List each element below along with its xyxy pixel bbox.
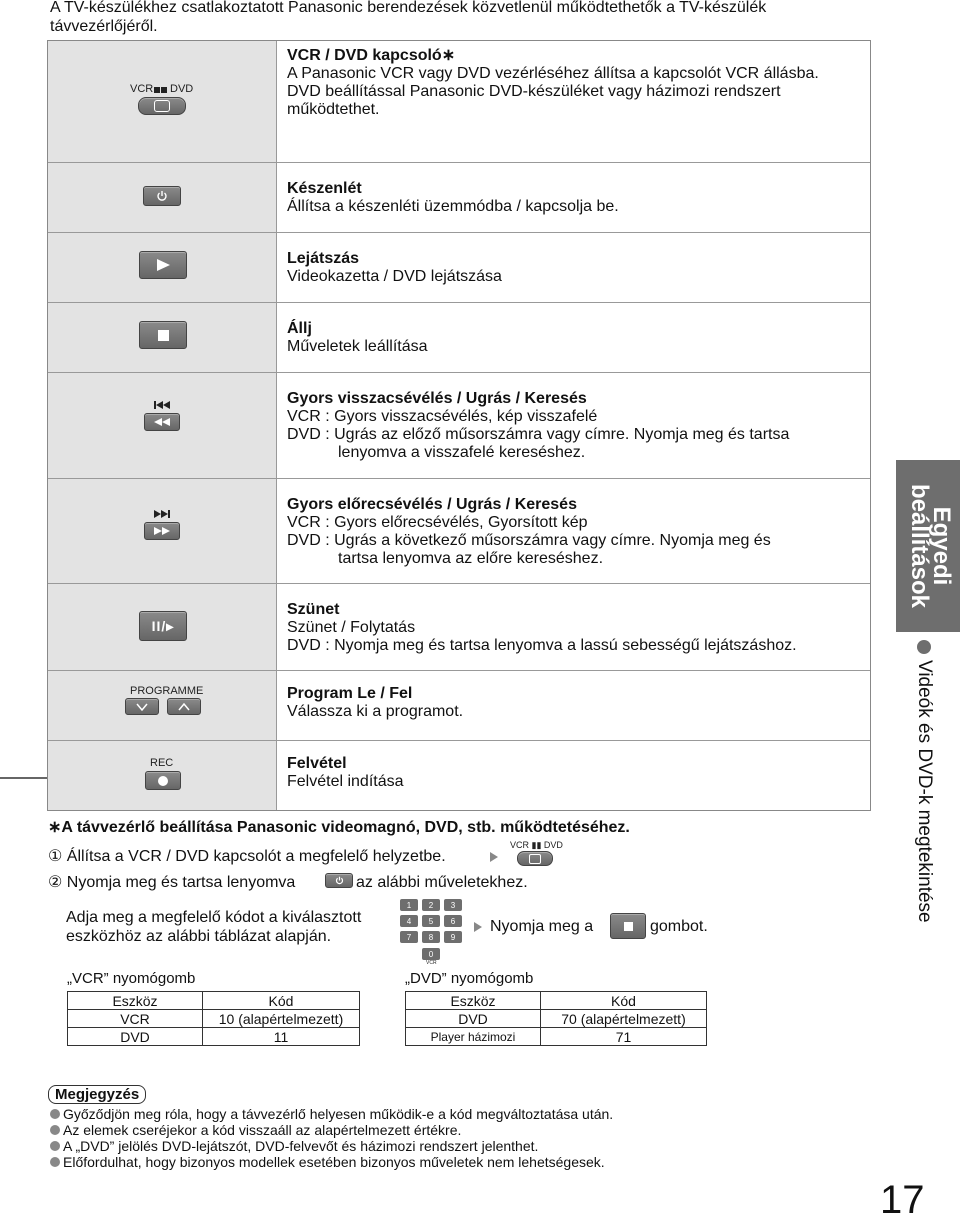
notes-list <box>50 1106 613 1170</box>
page-number: 17 <box>880 1178 925 1222</box>
vcr-dvd-switch-icon[interactable] <box>138 97 186 115</box>
notes-title: Megjegyzés <box>48 1085 146 1104</box>
play-icon[interactable] <box>139 251 187 279</box>
table-row: Gyors előrecsévélés / Ugrás / Keresés VCR : Gyors előrecsévélés, Gyorsított kép DVD : Ugrás a következő műsorszámra vagy címre. Nyomja meg és tartsa lenyomva az előre kereséshez. <box>48 478 870 583</box>
table-row: VCR DVD VCR / DVD kapcsoló∗ A Panasonic VCR vagy DVD vezérléséhez állítsa a kapcsolót VCR állásba. DVD beállítással Panasonic DVD-készüléket vagy házimozi rendszert működtethet. <box>48 41 870 162</box>
programme-label: PROGRAMME <box>130 685 204 697</box>
key-9: 9 <box>444 931 462 943</box>
vcr-label: VCR <box>130 83 154 95</box>
fast-forward-icon[interactable] <box>144 522 180 540</box>
key-5: 5 <box>422 915 440 927</box>
divider <box>0 777 47 779</box>
key-1: 1 <box>400 899 418 911</box>
table-row: II/▸ Szünet Szünet / Folytatás DVD : Nyomja meg és tartsa lenyomva a lassú sebességű lejátszáshoz. <box>48 583 870 670</box>
row-title: VCR / DVD kapcsoló∗ <box>287 47 456 64</box>
key-0: 0 <box>422 948 440 960</box>
key-3: 3 <box>444 899 462 911</box>
section-tab-label: Egyedi beállítások <box>906 483 955 609</box>
stop-icon[interactable] <box>139 321 187 349</box>
power-icon[interactable] <box>143 186 181 206</box>
list-item: Az elemek cseréjekor a kód visszaáll az alapértelmezett értékre. <box>50 1122 613 1138</box>
table-row: Állj Műveletek leállítása <box>48 302 870 372</box>
table-row: REC Felvétel Felvétel indítása <box>48 740 870 810</box>
bullet-icon <box>917 640 931 654</box>
table-row: VCR 10 (alapértelmezett) <box>68 1010 360 1028</box>
key-6: 6 <box>444 915 462 927</box>
setup-step-2b: az alábbi műveletekhez. <box>356 874 528 891</box>
arrow-icon <box>474 922 482 932</box>
table-row: PROGRAMME Program Le / Fel Válassza ki a programot. <box>48 670 870 740</box>
list-item: Előfordulhat, hogy bizonyos modellek esetében bizonyos műveletek nem lehetségesek. <box>50 1154 613 1170</box>
vcr-table-caption: „VCR” nyomógomb <box>67 970 196 987</box>
vcr-dvd-label: VCR ▮▮ DVD <box>510 840 563 850</box>
dvd-table-caption: „DVD” nyomógomb <box>405 970 534 987</box>
rec-label: REC <box>150 757 174 769</box>
section-subtitle: Videók és DVD-k megtekintése <box>900 640 960 970</box>
record-icon[interactable] <box>145 771 181 790</box>
press-text: Nyomja meg a <box>490 918 594 935</box>
intro-text: A TV-készülékhez csatlakoztatott Panasonic berendezések közvetlenül működtethetők a TV-készülék távvezérlőjéről. <box>50 0 767 35</box>
key-7: 7 <box>400 931 418 943</box>
table-row: Lejátszás Videokazetta / DVD lejátszása <box>48 232 870 302</box>
setup-heading: ∗A távvezérlő beállítása Panasonic videomagnó, DVD, stb. működtetéséhez. <box>48 819 630 836</box>
setup-step-3b: eszközhöz az alábbi táblázat alapján. <box>66 928 332 945</box>
table-row: DVD 70 (alapértelmezett) <box>406 1010 707 1028</box>
key-4: 4 <box>400 915 418 927</box>
setup-step-2a: ② Nyomja meg és tartsa lenyomva <box>48 874 296 891</box>
stop-small-icon <box>610 913 646 939</box>
rewind-icon[interactable] <box>144 413 180 431</box>
key-8: 8 <box>422 931 440 943</box>
arrow-icon <box>490 852 498 862</box>
vcr-code-table: Eszköz Kód VCR 10 (alapértelmezett) DVD 11 <box>67 991 360 1046</box>
program-up-icon[interactable] <box>167 698 201 715</box>
table-row: DVD 11 <box>68 1028 360 1046</box>
section-tab <box>896 460 960 632</box>
setup-step-1: ① Állítsa a VCR / DVD kapcsolót a megfelelő helyzetbe. <box>48 848 446 865</box>
skip-forward-icon <box>154 510 170 518</box>
setup-step-3a: Adja meg a megfelelő kódot a kiválasztott <box>66 909 362 926</box>
button-suffix: gombot. <box>650 918 708 935</box>
program-down-icon[interactable] <box>125 698 159 715</box>
dvd-label: DVD <box>170 83 194 95</box>
dvd-code-table: Eszköz Kód DVD 70 (alapértelmezett) Player házimozi 71 <box>405 991 707 1046</box>
pause-icon[interactable]: II/▸ <box>139 611 187 641</box>
switch-mark-icon <box>154 87 160 93</box>
table-row: Gyors visszacsévélés / Ugrás / Keresés VCR : Gyors visszacsévélés, kép visszafelé DVD : Ugrás az előző műsorszámra vagy címre. Nyomja meg és tartsa lenyomva a visszafelé kereséshez. <box>48 372 870 478</box>
button-table <box>47 40 871 811</box>
power-small-icon <box>325 873 353 888</box>
table-row: Player házimozi 71 <box>406 1028 707 1046</box>
list-item: Győződjön meg róla, hogy a távvezérlő helyesen működik-e a kód megváltoztatása után. <box>50 1106 613 1122</box>
key-2: 2 <box>422 899 440 911</box>
numeric-keypad: 1 2 3 4 5 6 7 8 9 0 VCR <box>398 897 468 967</box>
list-item: A „DVD” jelölés DVD-lejátszót, DVD-felvevőt és házimozi rendszert jelenthet. <box>50 1138 613 1154</box>
skip-back-icon <box>154 401 170 409</box>
table-row: Készenlét Állítsa a készenléti üzemmódba / kapcsolja be. <box>48 162 870 232</box>
vcr-dvd-switch-small-icon <box>517 851 553 866</box>
